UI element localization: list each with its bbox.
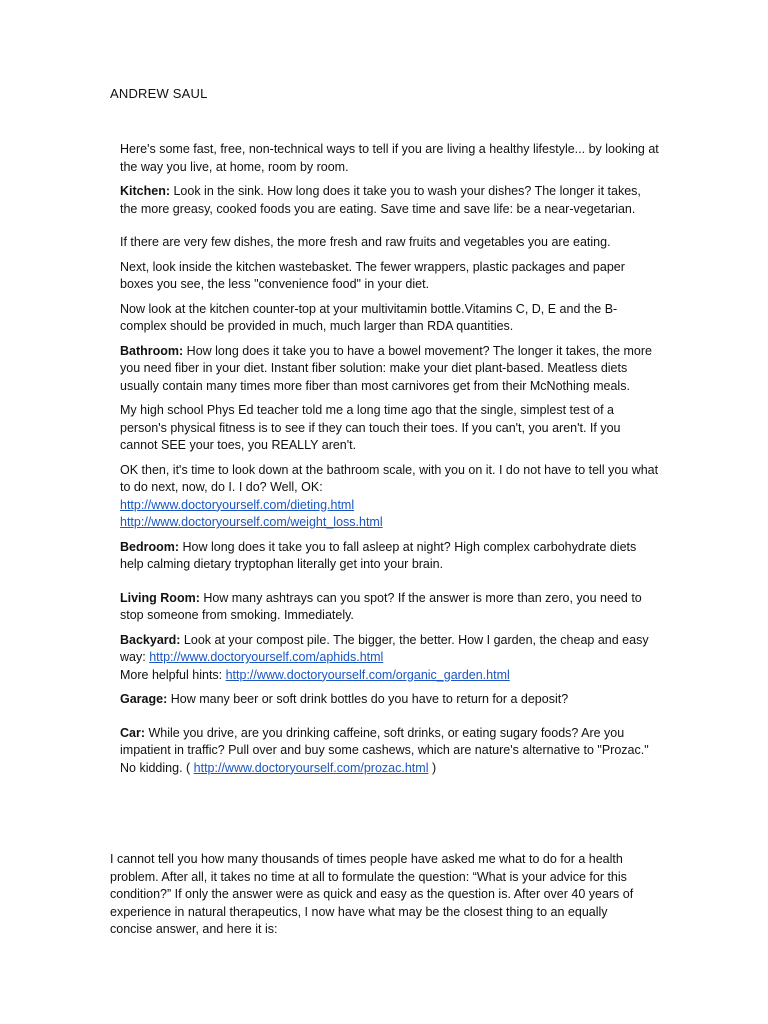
organic-garden-link[interactable]: http://www.doctoryourself.com/organic_garden.html <box>225 667 510 682</box>
garage-text: How many beer or soft drink bottles do you have to return for a deposit? <box>167 692 569 706</box>
car-text: While you drive, are you drinking caffeine, soft drinks, or eating sugary foods? Are you impatient in traffic? Pull over and buy some cashews, which are nature's alternative to "Prozac." No kidding. ( <box>120 725 649 775</box>
living-room-text: How many ashtrays can you spot? If the answer is more than zero, you need to stop someone from smoking. Immediately. <box>120 590 642 622</box>
kitchen-text: Look in the sink. How long does it take you to wash your dishes? The longer it takes, the more greasy, cooked foods you are eating. Save time and save life: be a near-vegetarian. <box>120 184 641 216</box>
room-by-room-section <box>120 141 660 784</box>
bedroom-paragraph <box>120 539 660 574</box>
kitchen-paragraph-2: If there are very few dishes, the more fresh and raw fruits and vegetables you are eating. <box>120 235 611 249</box>
aphids-link[interactable]: http://www.doctoryourself.com/aphids.html <box>149 650 384 664</box>
bathroom-scale-text: OK then, it's time to look down at the bathroom scale, with you on it. I do not have to tell you what to do next, now, do I. I do? Well, OK: <box>120 462 659 494</box>
backyard-text: Look at your compost pile. The bigger, the better. How I garden, the cheap and easy way: <box>120 632 649 664</box>
dieting-link[interactable]: http://www.doctoryourself.com/dieting.html <box>120 497 355 512</box>
car-paragraph <box>120 725 660 778</box>
bathroom-label: Bathroom: <box>120 343 184 358</box>
closing-paragraph: I cannot tell you how many thousands of times people have asked me what to do for a health problem. After all, it takes no time at all to formulate the question: “What is your advice for this condition?” If only the answer were as quick and easy as the question is. After over 40 years of experience in natural therapeutics, I now have what may be the closest thing to an equally concise answer, and here it is: <box>110 852 634 936</box>
car-closing-paren: ) <box>428 760 437 775</box>
backyard-label: Backyard: <box>120 632 181 647</box>
living-room-label: Living Room: <box>120 590 200 605</box>
prozac-link[interactable]: http://www.doctoryourself.com/prozac.html <box>193 760 429 775</box>
bathroom-paragraph-2: My high school Phys Ed teacher told me a long time ago that the single, simplest test of a person's physical fitness is to see if they can touch their toes. If you can't, you aren't. If you cannot SEE your toes, you REALLY aren't. <box>120 403 621 452</box>
backyard-paragraph <box>120 632 660 685</box>
backyard-hints-text: More helpful hints: <box>120 667 226 682</box>
living-room-paragraph <box>120 590 660 625</box>
kitchen-paragraph <box>120 183 660 218</box>
kitchen-paragraph-4: Now look at the kitchen counter-top at your multivitamin bottle.Vitamins C, D, E and the B- complex should be provided in much, much larger than RDA quantities. <box>120 301 618 333</box>
bathroom-paragraph <box>120 343 660 396</box>
bathroom-text: How long does it take you to have a bowel movement? The longer it takes, the more you need fiber in your diet. Instant fiber solution: make your diet plant-based. Meatless diets usually contain many times more fiber than most carnivores get from their McNothing meals. <box>120 343 652 393</box>
kitchen-label: Kitchen: <box>120 184 170 198</box>
garage-paragraph <box>120 691 660 709</box>
kitchen-paragraph-3: Next, look inside the kitchen wastebasket. The fewer wrappers, plastic packages and paper boxes you see, the less "convenience food" in your diet. <box>120 259 625 291</box>
author-heading: ANDREW SAUL <box>110 86 208 101</box>
bathroom-paragraph-3 <box>120 462 660 532</box>
bedroom-text: How long does it take you to fall asleep at night? High complex carbohydrate diets help calming dietary tryptophan literally get into your brain. <box>120 539 637 571</box>
bedroom-label: Bedroom: <box>120 539 180 554</box>
weight-loss-link[interactable]: http://www.doctoryourself.com/weight_loss.html <box>120 515 383 529</box>
car-label: Car: <box>120 725 146 740</box>
garage-label: Garage: <box>120 692 168 706</box>
intro-paragraph: Here's some fast, free, non-technical ways to tell if you are living a healthy lifestyle... by looking at the way you live, at home, room by room. <box>120 142 659 174</box>
